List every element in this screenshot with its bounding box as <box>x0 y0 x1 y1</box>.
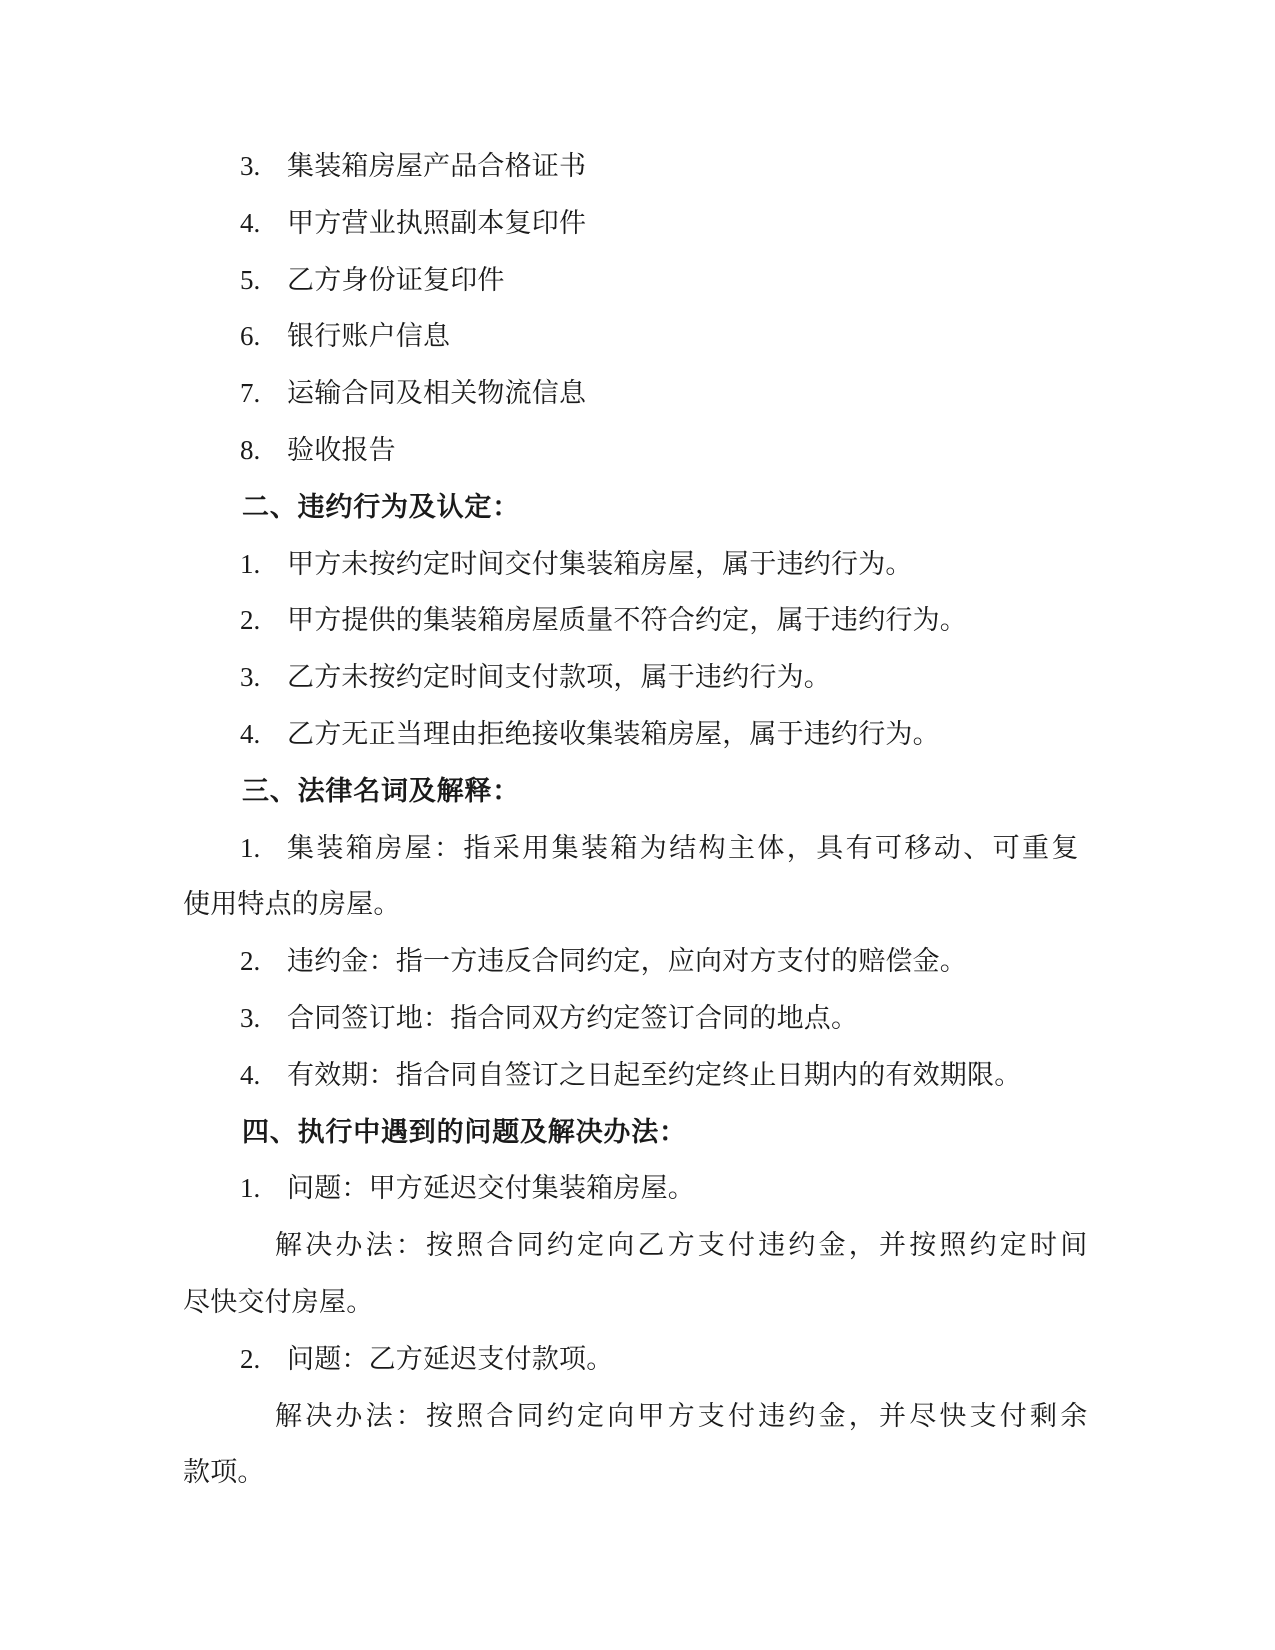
line-text: 集装箱房屋产品合格证书 <box>287 151 587 181</box>
line-text: 乙方无正当理由拒绝接收集装箱房屋，属于违约行为。 <box>287 719 940 749</box>
text-line <box>183 1286 373 1319</box>
line-text: 使用特点的房屋。 <box>183 889 401 919</box>
line-text: 验收报告 <box>287 435 396 465</box>
text-line <box>275 1400 1090 1433</box>
text-line <box>275 1229 1090 1262</box>
line-text: 甲方营业执照副本复印件 <box>287 208 587 238</box>
text-line <box>183 888 401 921</box>
list-number: 2. <box>240 605 261 635</box>
line-text: 二、违约行为及认定： <box>242 492 520 522</box>
line-text: 违约金：指一方违反合同约定，应向对方支付的赔偿金。 <box>287 946 967 976</box>
list-number: 1. <box>240 833 261 863</box>
line-text: 运输合同及相关物流信息 <box>287 378 587 408</box>
list-number: 3. <box>240 1003 261 1033</box>
text-line <box>240 150 586 183</box>
list-number: 5. <box>240 265 261 295</box>
text-line <box>240 207 586 240</box>
line-text: 四、执行中遇到的问题及解决办法： <box>242 1117 687 1147</box>
line-text: 问题：乙方延迟支付款项。 <box>287 1344 614 1374</box>
line-text: 尽快交付房屋。 <box>183 1287 374 1317</box>
list-number: 3. <box>240 151 261 181</box>
text-line <box>240 548 913 581</box>
text-line <box>240 264 505 297</box>
line-text: 集装箱房屋：指采用集装箱为结构主体，具有可移动、可重复 <box>287 833 1081 863</box>
line-text: 款项。 <box>183 1457 265 1487</box>
line-text: 甲方未按约定时间交付集装箱房屋，属于违约行为。 <box>287 549 913 579</box>
text-line <box>240 1059 1021 1092</box>
list-number: 2. <box>240 1344 261 1374</box>
section-heading <box>242 775 520 808</box>
line-text: 乙方身份证复印件 <box>287 265 505 295</box>
text-line <box>240 718 940 751</box>
list-number: 6. <box>240 321 261 351</box>
line-text: 解决办法：按照合同约定向乙方支付违约金，并按照约定时间 <box>275 1230 1091 1260</box>
list-number: 1. <box>240 549 261 579</box>
line-text: 银行账户信息 <box>287 321 451 351</box>
text-line <box>240 945 967 978</box>
list-number: 4. <box>240 1060 261 1090</box>
line-text: 问题：甲方延迟交付集装箱房屋。 <box>287 1173 695 1203</box>
list-number: 1. <box>240 1173 261 1203</box>
line-text: 乙方未按约定时间支付款项，属于违约行为。 <box>287 662 831 692</box>
text-line <box>183 1456 265 1489</box>
line-text: 有效期：指合同自签订之日起至约定终止日期内的有效期限。 <box>287 1060 1022 1090</box>
text-line <box>240 377 586 410</box>
line-text: 甲方提供的集装箱房屋质量不符合约定，属于违约行为。 <box>287 605 967 635</box>
section-heading <box>242 1116 687 1149</box>
line-text: 三、法律名词及解释： <box>242 776 520 806</box>
list-number: 3. <box>240 662 261 692</box>
list-number: 4. <box>240 208 261 238</box>
text-line <box>240 434 396 467</box>
list-number: 4. <box>240 719 261 749</box>
text-line <box>240 832 1081 865</box>
text-line <box>240 1002 858 1035</box>
list-number: 2. <box>240 946 261 976</box>
line-text: 解决办法：按照合同约定向甲方支付违约金，并尽快支付剩余 <box>275 1401 1091 1431</box>
text-line <box>240 604 967 637</box>
text-line <box>240 1172 695 1205</box>
list-number: 7. <box>240 378 261 408</box>
section-heading <box>242 491 520 524</box>
text-line <box>240 320 450 353</box>
line-text: 合同签订地：指合同双方约定签订合同的地点。 <box>287 1003 859 1033</box>
text-line <box>240 1343 613 1376</box>
text-line <box>240 661 831 694</box>
list-number: 8. <box>240 435 261 465</box>
